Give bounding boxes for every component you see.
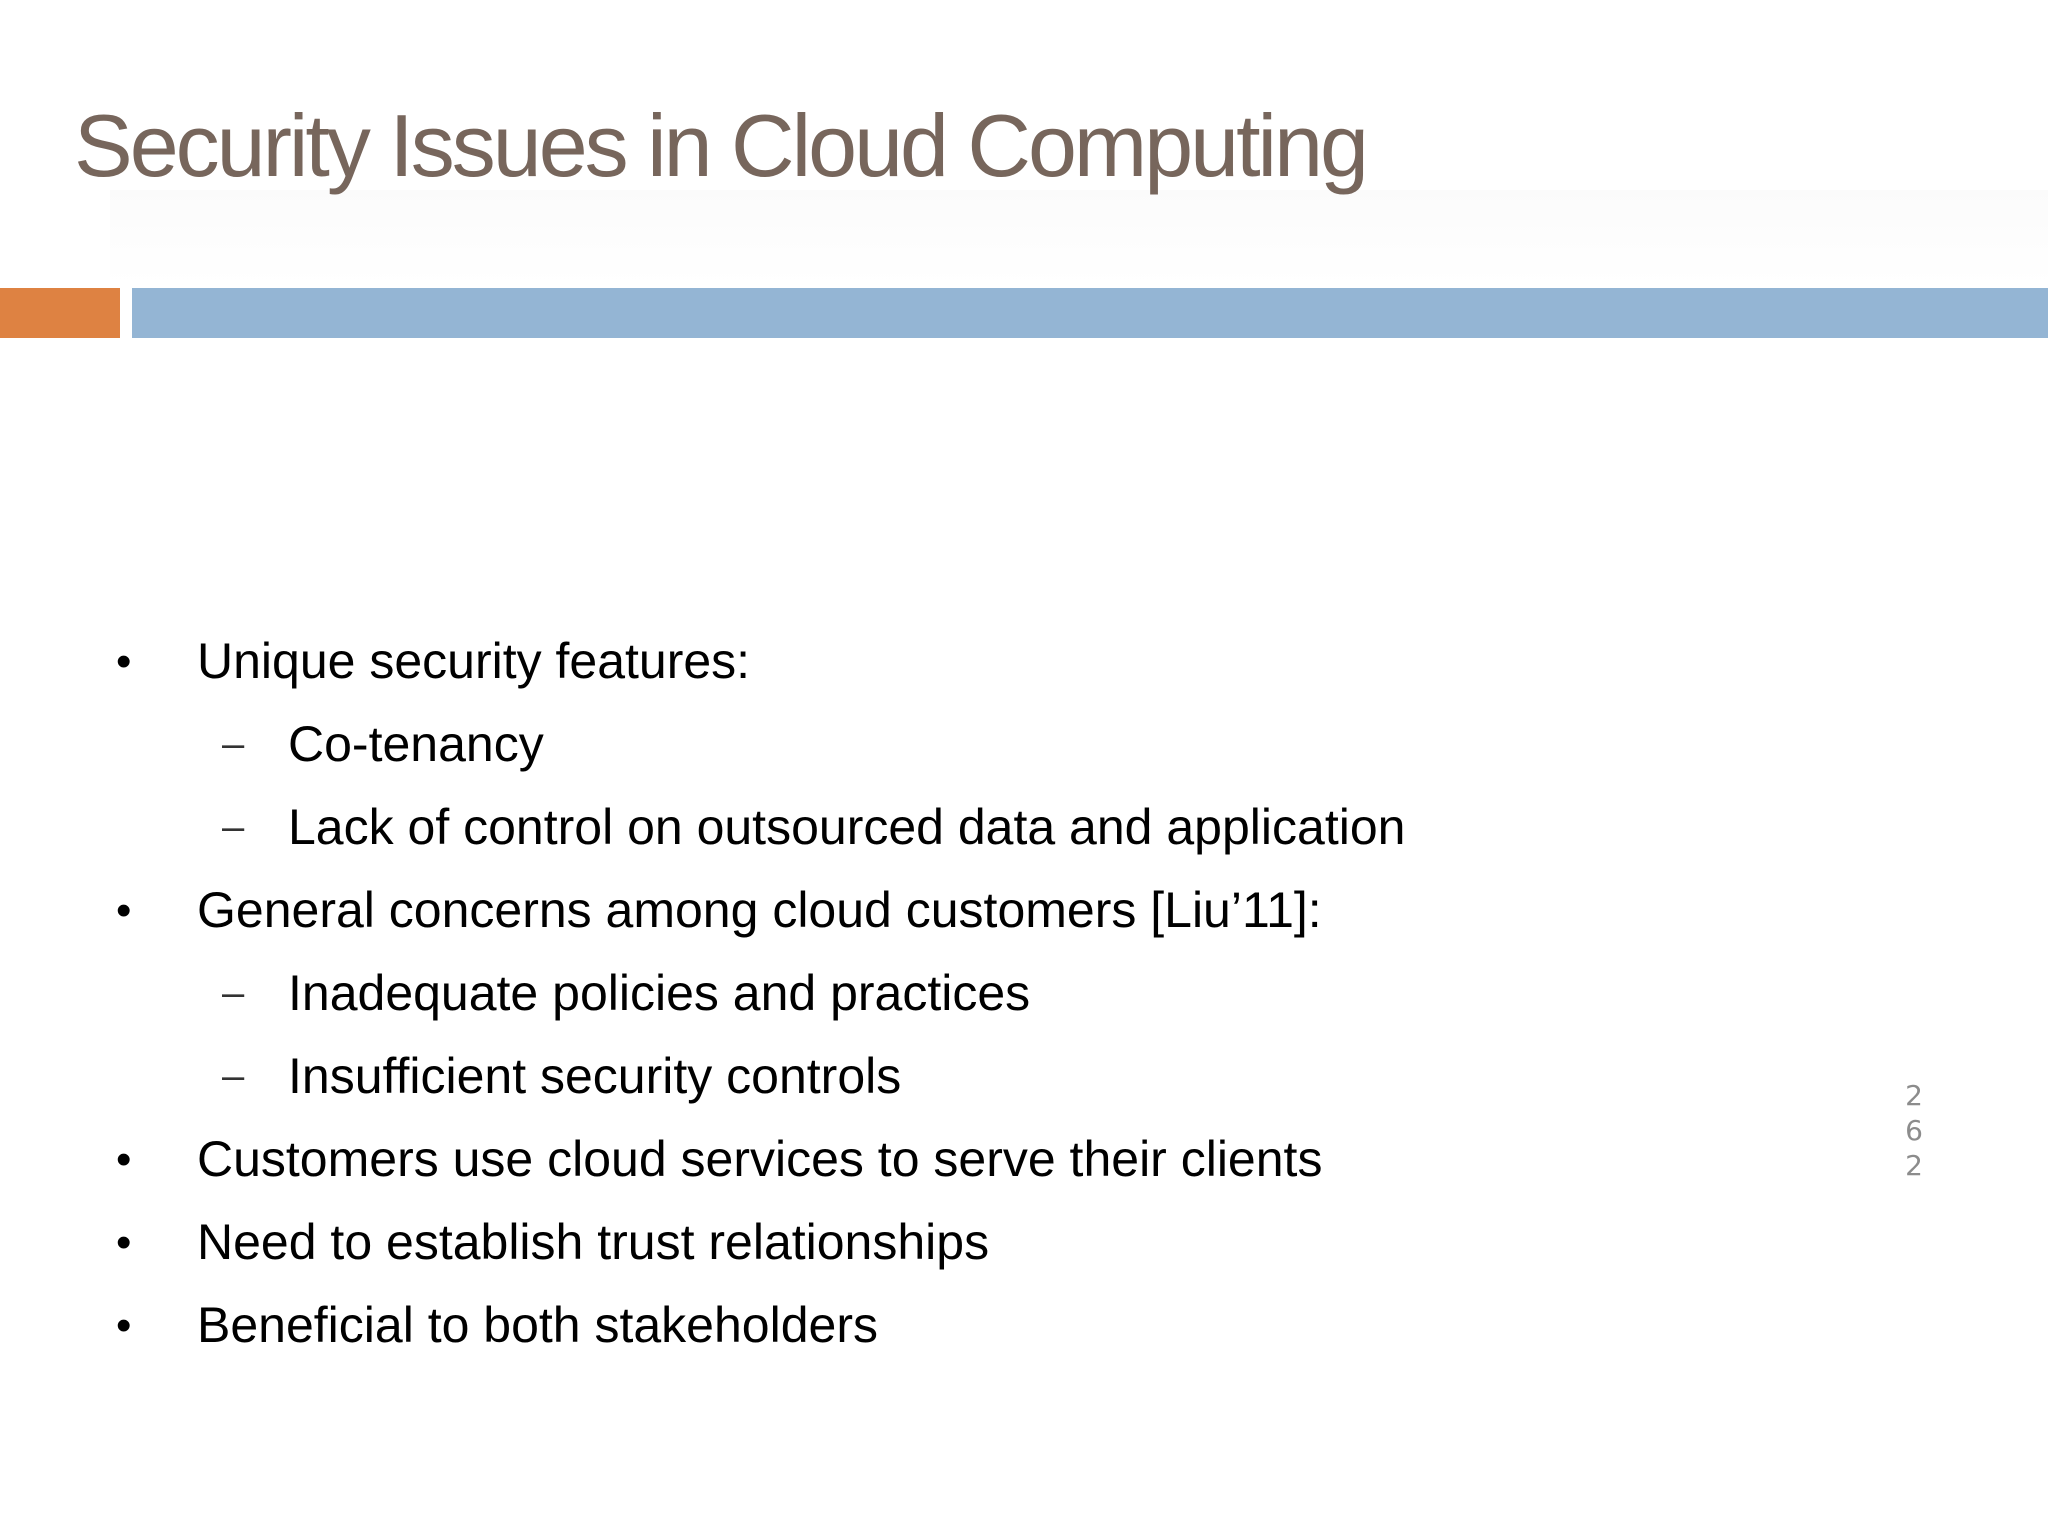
bullet-marker: • [116, 637, 132, 686]
bullet-list [0, 620, 1800, 1367]
accent-bar-orange [0, 288, 120, 338]
bullet-item [0, 620, 1800, 703]
sub-bullet-marker: – [222, 805, 245, 849]
sub-bullet-text: Inadequate policies and practices [288, 965, 1031, 1021]
bullet-item [0, 1201, 1800, 1284]
page-number-digit: 2 [1905, 1149, 1923, 1182]
bullet-text: Customers use cloud services to serve their clients [197, 1131, 1323, 1187]
sub-bullet-marker: – [222, 1054, 245, 1098]
bullet-item [0, 1284, 1800, 1367]
sub-bullet-text: Lack of control on outsourced data and application [288, 799, 1406, 855]
sub-bullet-text: Insufficient security controls [288, 1048, 902, 1104]
slide-title: Security Issues in Cloud Computing [74, 96, 1366, 195]
page-number [1898, 1078, 1930, 1183]
title-band [110, 190, 2048, 285]
bullet-marker: • [116, 1135, 132, 1184]
bullet-text: Unique security features: [197, 633, 751, 689]
sub-bullet-item [0, 952, 1800, 1035]
bullet-text: Beneficial to both stakeholders [197, 1297, 878, 1353]
sub-bullet-item [0, 703, 1800, 786]
bullet-text: Need to establish trust relationships [197, 1214, 990, 1270]
sub-bullet-item [0, 786, 1800, 869]
sub-bullet-text: Co-tenancy [288, 716, 544, 772]
accent-bar-blue [132, 288, 2048, 338]
bullet-marker: • [116, 886, 132, 935]
bullet-text: General concerns among cloud customers [Liu’11]: [197, 882, 1322, 938]
page-number-digit: 6 [1905, 1114, 1923, 1147]
sub-bullet-item [0, 1035, 1800, 1118]
sub-bullet-marker: – [222, 722, 245, 766]
bullet-marker: • [116, 1301, 132, 1350]
sub-bullet-marker: – [222, 971, 245, 1015]
bullet-marker: • [116, 1218, 132, 1267]
bullet-item [0, 1118, 1800, 1201]
page-number-digit: 2 [1905, 1079, 1923, 1112]
bullet-item [0, 869, 1800, 952]
